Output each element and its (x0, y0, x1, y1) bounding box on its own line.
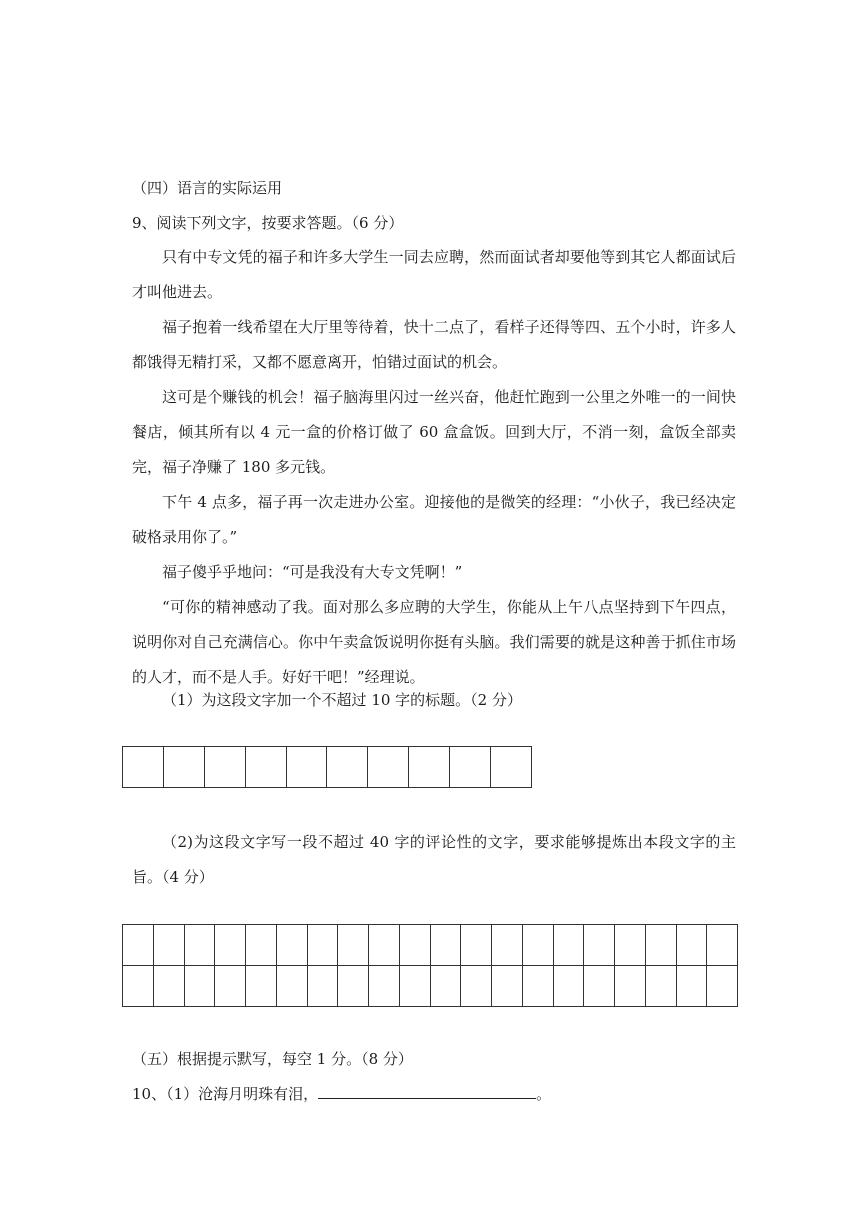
answer-cell[interactable] (163, 747, 204, 788)
answer-cell[interactable] (584, 966, 615, 1007)
answer-cell[interactable] (522, 966, 553, 1007)
paragraph-1: 只有中专文凭的福子和许多大学生一同去应聘，然而面试者却要他等到其它人都面试后才叫他进去。 (132, 248, 736, 301)
answer-cell[interactable] (276, 925, 307, 966)
title-answer-grid[interactable] (122, 746, 532, 788)
answer-cell[interactable] (123, 925, 154, 966)
answer-cell[interactable] (153, 966, 184, 1007)
answer-cell[interactable] (615, 966, 646, 1007)
answer-cell[interactable] (215, 925, 246, 966)
paragraph-3: 这可是个赚钱的机会！福子脑海里闪过一丝兴奋，他赶忙跑到一公里之外唯一的一间快餐店，倾其所有以 4 元一盒的价格订做了 60 盒盒饭。回到大厅，不消一刻，盒饭全部卖完，福子净赚了 180 多元钱。 (132, 388, 736, 476)
answer-cell[interactable] (246, 966, 277, 1007)
answer-cell[interactable] (707, 966, 738, 1007)
answer-cell[interactable] (676, 925, 707, 966)
answer-cell[interactable] (286, 747, 327, 788)
answer-cell[interactable] (123, 747, 164, 788)
answer-cell[interactable] (215, 966, 246, 1007)
paragraph-2: 福子抱着一线希望在大厅里等待着，快十二点了，看样子还得等四、五个小时，许多人都饿得无精打采，又都不愿意离开，怕错过面试的机会。 (132, 318, 736, 371)
answer-cell[interactable] (615, 925, 646, 966)
answer-cell[interactable] (245, 747, 286, 788)
answer-cell[interactable] (461, 925, 492, 966)
paragraph-4: 下午 4 点多，福子再一次走进办公室。迎接他的是微笑的经理：“小伙子，我已经决定破格录用你了。” (132, 493, 736, 546)
paragraph-5: 福子傻乎乎地问：“可是我没有大专文凭啊！” (162, 563, 463, 581)
question-9-prompt: 9、阅读下列文字，按要求答题。（6 分） (132, 214, 404, 232)
answer-cell[interactable] (399, 966, 430, 1007)
comment-answer-grid[interactable] (122, 924, 738, 1007)
section-4-heading: （四）语言的实际运用 (132, 179, 283, 197)
answer-cell[interactable] (461, 966, 492, 1007)
answer-cell[interactable] (123, 966, 154, 1007)
answer-cell[interactable] (430, 925, 461, 966)
answer-cell[interactable] (307, 966, 338, 1007)
answer-cell[interactable] (584, 925, 615, 966)
answer-cell[interactable] (153, 925, 184, 966)
answer-cell[interactable] (369, 966, 400, 1007)
sub-question-1: （1）为这段文字加一个不超过 10 字的标题。（2 分） (162, 691, 522, 709)
answer-cell[interactable] (399, 925, 430, 966)
answer-cell[interactable] (707, 925, 738, 966)
answer-cell[interactable] (645, 925, 676, 966)
section-5-heading: （五）根据提示默写，每空 1 分。（8 分） (132, 1050, 413, 1068)
answer-cell[interactable] (450, 747, 491, 788)
answer-cell[interactable] (522, 925, 553, 966)
answer-cell[interactable] (492, 966, 523, 1007)
answer-cell[interactable] (246, 925, 277, 966)
answer-cell[interactable] (645, 966, 676, 1007)
answer-cell[interactable] (553, 966, 584, 1007)
answer-cell[interactable] (409, 747, 450, 788)
answer-cell[interactable] (184, 925, 215, 966)
question-10-end: 。 (536, 1085, 552, 1103)
sub-question-2: （2)为这段文字写一段不超过 40 字的评论性的文字，要求能够提炼出本段文字的主旨。（4 分） (132, 833, 736, 886)
answer-cell[interactable] (276, 966, 307, 1007)
answer-cell[interactable] (369, 925, 400, 966)
answer-cell[interactable] (204, 747, 245, 788)
answer-cell[interactable] (307, 925, 338, 966)
answer-cell[interactable] (368, 747, 409, 788)
answer-cell[interactable] (338, 966, 369, 1007)
answer-cell[interactable] (430, 966, 461, 1007)
fill-blank[interactable] (318, 1084, 536, 1099)
answer-cell[interactable] (553, 925, 584, 966)
answer-cell[interactable] (676, 966, 707, 1007)
paragraph-6: “可你的精神感动了我。面对那么多应聘的大学生，你能从上午八点坚持到下午四点，说明你对自己充满信心。你中午卖盒饭说明你挺有头脑。我们需要的就是这种善于抓住市场的人才，而不是人手。好好干吧！”经理说。 (132, 598, 736, 686)
answer-cell[interactable] (338, 925, 369, 966)
question-10-line (132, 1084, 551, 1104)
question-10-label: 10、（1）沧海月明珠有泪， (132, 1085, 319, 1103)
answer-cell[interactable] (327, 747, 368, 788)
answer-cell[interactable] (492, 925, 523, 966)
answer-cell[interactable] (184, 966, 215, 1007)
answer-cell[interactable] (491, 747, 532, 788)
